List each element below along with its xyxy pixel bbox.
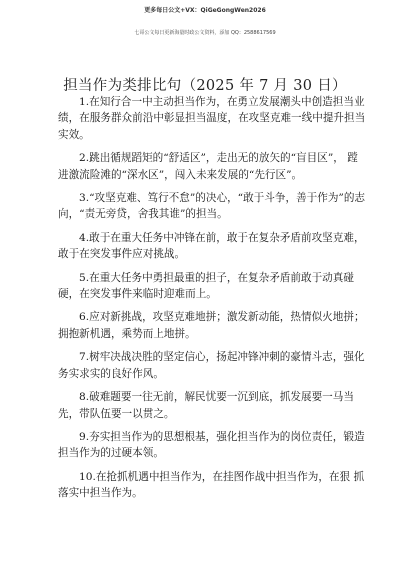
promo-subheader: 七哥公文每日更新海量时政公文资料，添加 QQ：2588617569 <box>134 30 276 36</box>
paragraph-8: 8.破难题要一往无前，解民忧要一沉到底，抓发展要一马当先，带队伍要一以贯之。 <box>58 391 354 420</box>
paragraph-6: 6.应对新挑战，攻坚克难地拼；激发新动能，热情似火地拼；拥抱新机遇，乘势而上地拼。 <box>58 311 365 340</box>
promo-header: 更多每日公文+VX：QiGeGongWen2026 <box>144 7 266 14</box>
paragraph-3: 3.“攻坚克难、笃行不怠”的决心，“敢于斗争，善于作为”的志向，“责无旁贷，舍我其谁”的担当。 <box>58 192 366 221</box>
document-title: 担当作为类排比句（2025 年 7 月 30 日） <box>63 78 347 94</box>
paragraph-1: 1.在知行合一中主动担当作为，在勇立发展潮头中创造担当业绩，在服务群众前沿中彰显担当温度，在攻坚克难一线中提升担当实效。 <box>58 96 366 141</box>
paragraph-10: 10.在抢抓机遇中担当作为，在挂图作战中担当作为，在狠 抓落实中担当作为。 <box>58 470 365 500</box>
paragraph-9: 9.夯实担当作为的思想根基，强化担当作为的岗位责任，锻造担当作为的过硬本领。 <box>58 430 365 460</box>
paragraph-4: 4.敢于在重大任务中冲锋在前，敢于在复杂矛盾前攻坚克难，敢于在突发事件应对挑战。 <box>58 231 365 261</box>
document-body <box>58 94 366 509</box>
paragraph-5: 5.在重大任务中勇担最重的担子，在复杂矛盾前敢于动真碰硬，在突发事件来临时迎难而上。 <box>58 271 354 301</box>
paragraph-2: 2.跳出循规蹈矩的“舒适区”，走出无的放矢的“盲目区”， 蹚进激流险滩的“深水区”，闯入未来发展的“先行区”。 <box>58 152 358 181</box>
paragraph-7: 7.树牢决战决胜的坚定信心，扬起冲锋冲刺的豪情斗志，强化务实求实的良好作风。 <box>58 351 365 380</box>
